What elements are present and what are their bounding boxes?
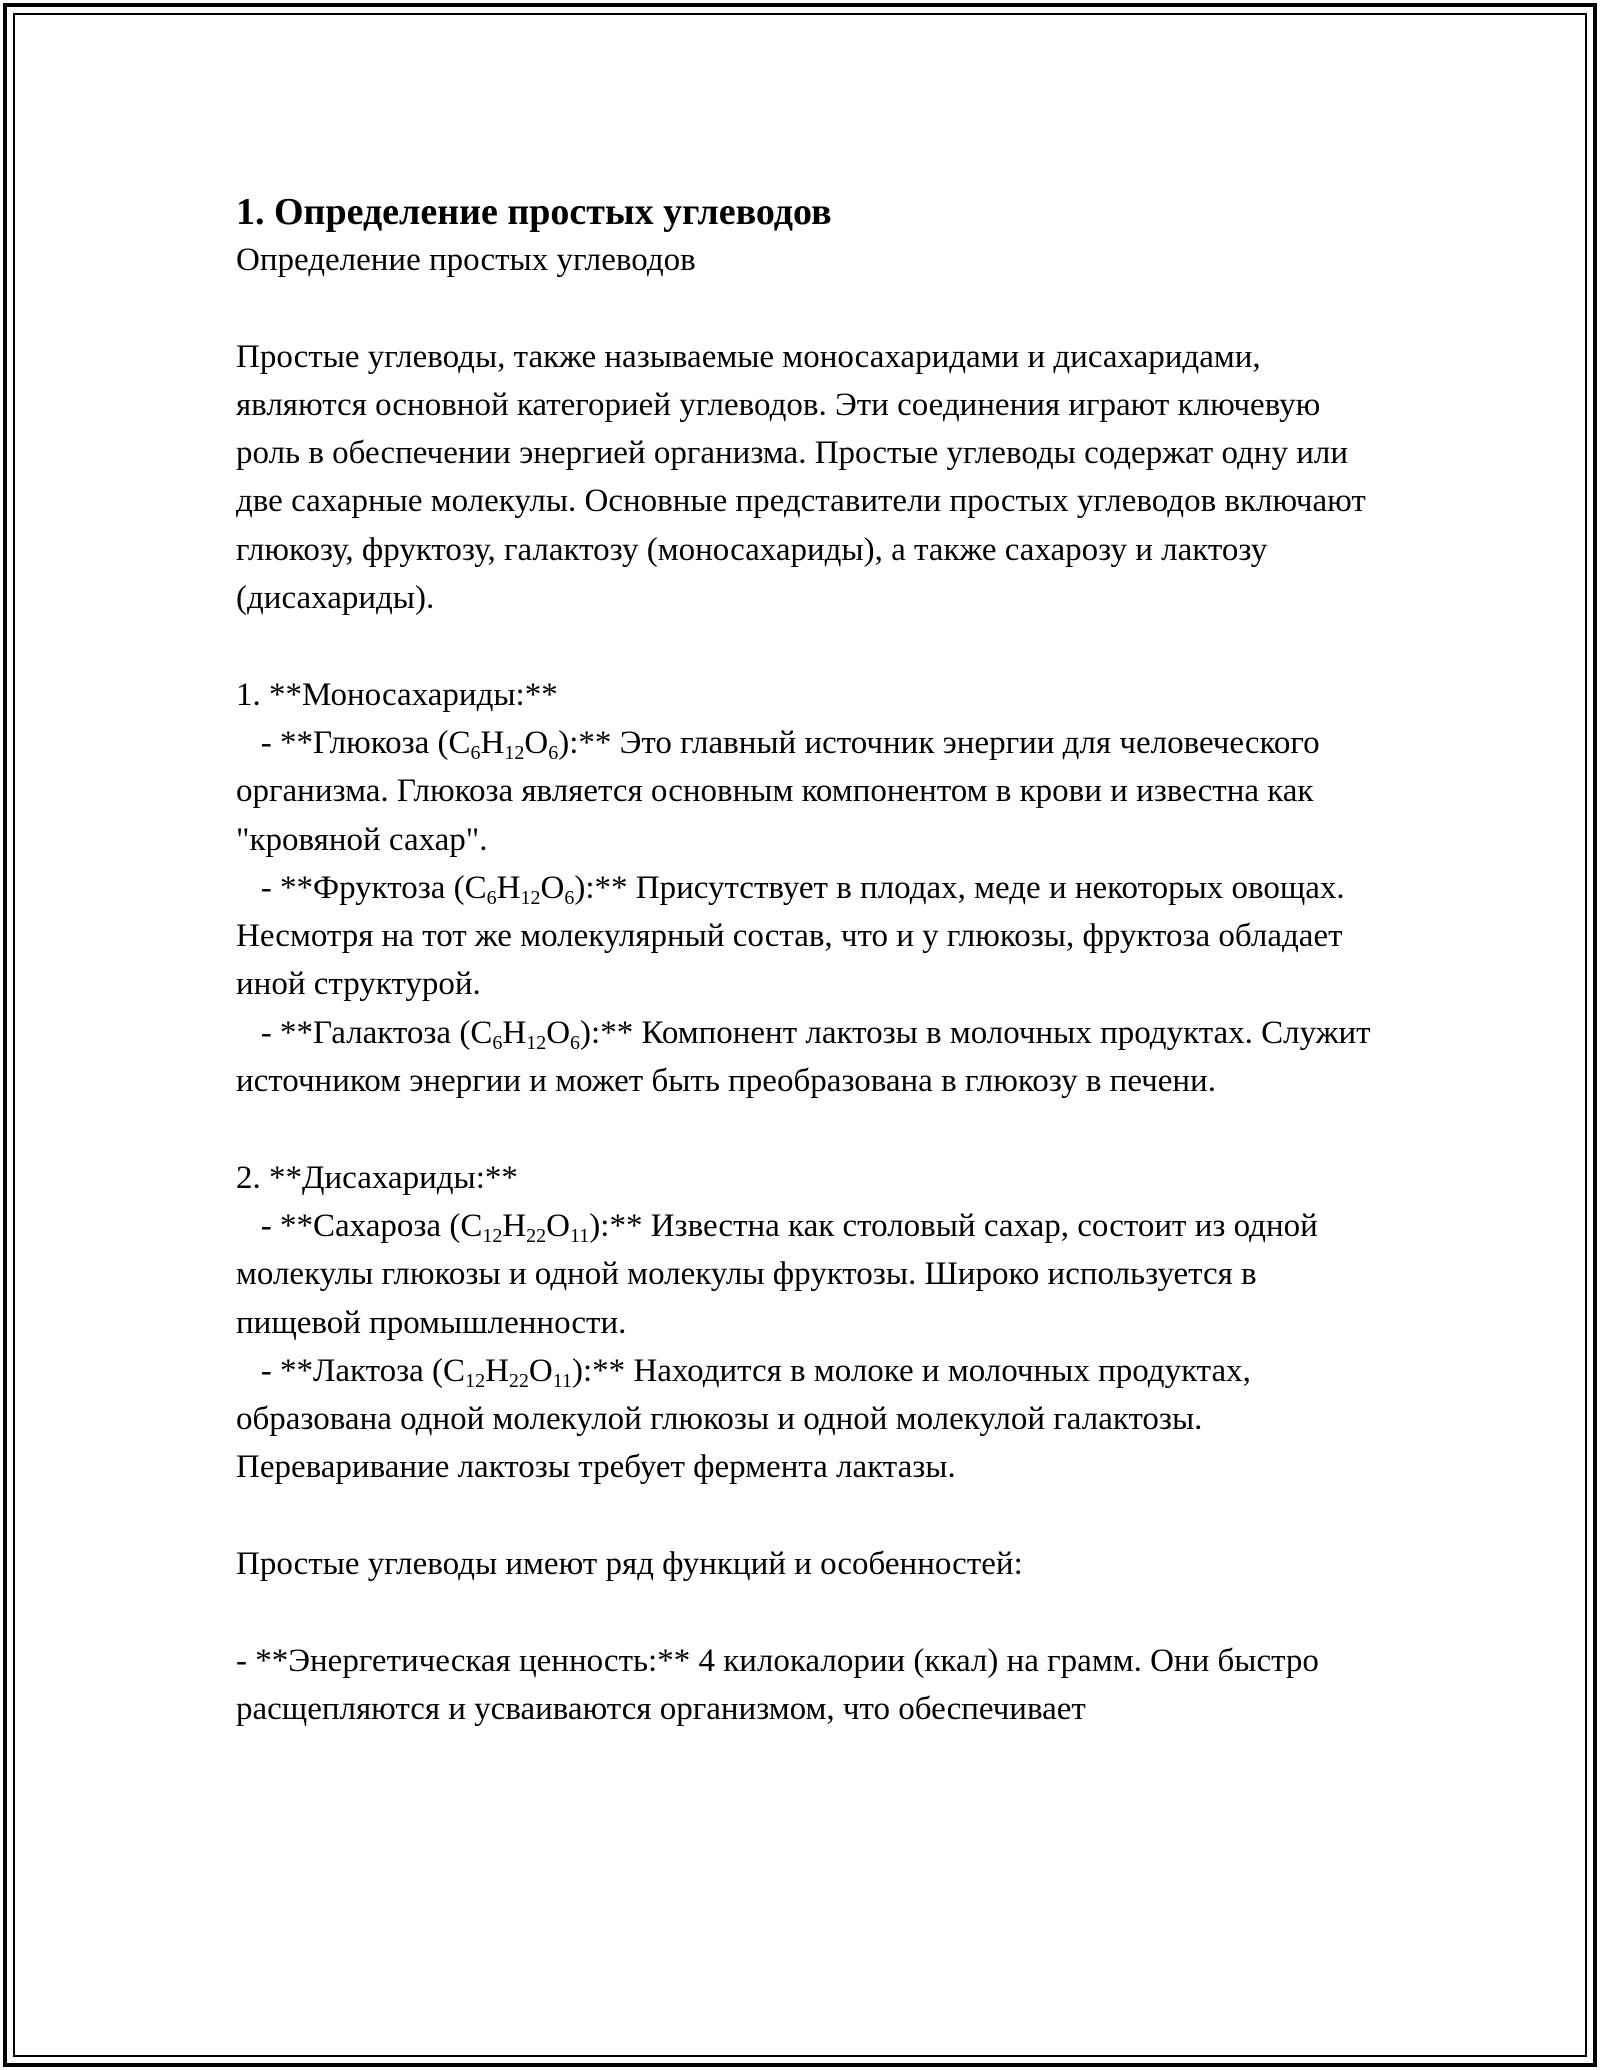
monosaccharide-item: - **Галактоза $(C_6H_{12}O_6):**$ Компонент лактозы в молочных продуктах. Служит источником энергии и может быть преобразована в глюкозу в печени. [236, 1014, 1371, 1100]
document-body [236, 188, 1376, 1733]
energy-item [236, 1637, 1376, 1734]
chemical-formula: $C_{12}H_{22}O_{11}$ [460, 1207, 590, 1247]
spacer [236, 622, 1376, 670]
list-dash: - [236, 1014, 280, 1051]
section-subtitle: Определение простых углеводов [236, 242, 696, 278]
monosaccharide-item: - **Фруктоза $(C_6H_{12}O_6):**$ Присутствует в плодах, меде и некоторых овощах. Несмотря на тот же молекулярный состав, что и у глюкозы, фруктоза обладает иной структурой. [236, 869, 1345, 1003]
monosaccharide-description: Компонент лактозы в молочных продуктах. Служит источником энергии и может быть преобразована в глюкозу в печени. [236, 1014, 1371, 1100]
energy-label: - **Энергетическая ценность:** [236, 1642, 691, 1679]
disaccharide-item: - **Сахароза $(C_{12}H_{22}O_{11}):**$ Известна как столовый сахар, состоит из одной молекулы глюкозы и одной молекулы фруктозы. Широко используется в пищевой промышленности. [236, 1207, 1318, 1341]
disaccharide-description: Находится в молоке и молочных продуктах, образована одной молекулой глюкозы и одной молекулой галактозы. Переваривание лактозы требует фермента лактазы. [236, 1352, 1251, 1486]
disaccharide-item: - **Лактоза $(C_{12}H_{22}O_{11}):**$ Находится в молоке и молочных продуктах, образована одной молекулой глюкозы и одной молекулой галактозы. Переваривание лактозы требует фермента лактазы. [236, 1352, 1251, 1486]
monosaccharides-header: 1. **Моносахариды:** [236, 676, 558, 713]
monosaccharides-list [236, 671, 1376, 1106]
disaccharides-header: 2. **Дисахариды:** [236, 1159, 518, 1196]
chemical-formula: $C_{12}H_{22}O_{11}$ [443, 1352, 573, 1392]
disaccharide-description: Известна как столовый сахар, состоит из одной молекулы глюкозы и одной молекулы фруктозы. Широко используется в пищевой промышленности. [236, 1207, 1318, 1341]
section-heading: 1. Определение простых углеводов [236, 191, 832, 233]
spacer [236, 1492, 1376, 1540]
chemical-formula: $C_6H_{12}O_6$ [448, 724, 559, 764]
spacer [236, 1588, 1376, 1636]
monosaccharide-item: - **Глюкоза $(C_6H_{12}O_6):**$ Это главный источник энергии для человеческого организма. Глюкоза является основным компонентом в крови и известна как "кровяной сахар". [236, 724, 1320, 858]
spacer [236, 1105, 1376, 1153]
monosaccharide-description: Это главный источник энергии для человеческого организма. Глюкоза является основным компонентом в крови и известна как "кровяной сахар". [236, 724, 1320, 858]
disaccharide-name: **Сахароза [280, 1207, 442, 1244]
list-dash: - [236, 1352, 280, 1389]
monosaccharide-name: **Глюкоза [280, 724, 430, 761]
list-dash: - [236, 1207, 280, 1244]
energy-text: 4 килокалории (ккал) на грамм. Они быстро расщепляются и усваиваются организмом, что обеспечивает [236, 1642, 1319, 1727]
disaccharide-name: **Лактоза [280, 1352, 424, 1389]
monosaccharide-name: **Галактоза [280, 1014, 452, 1051]
disaccharides-items [236, 1202, 1376, 1492]
monosaccharide-name: **Фруктоза [280, 869, 446, 906]
disaccharides-list [236, 1154, 1376, 1492]
spacer [236, 284, 1376, 332]
monosaccharides-items [236, 719, 1376, 1105]
chemical-formula: $C_6H_{12}O_6$ [470, 1014, 581, 1054]
chemical-formula: $C_6H_{12}O_6$ [464, 869, 575, 909]
functions-intro: Простые углеводы имеют ряд функций и особенностей: [236, 1546, 1023, 1583]
monosaccharide-description: Присутствует в плодах, меде и некоторых овощах. Несмотря на тот же молекулярный состав, что и у глюкозы, фруктоза обладает иной структурой. [236, 869, 1345, 1003]
list-dash: - [236, 869, 280, 906]
intro-paragraph: Простые углеводы, также называемые моносахаридами и дисахаридами, являются основной категорией углеводов. Эти соединения играют ключевую роль в обеспечении энергией организма. Простые углеводы содержат одну или две сахарные молекулы. Основные представители простых углеводов включают глюкозу, фруктозу, галактозу (моносахариды), а также сахарозу и лактозу (дисахариды). [236, 338, 1366, 617]
list-dash: - [236, 724, 280, 761]
